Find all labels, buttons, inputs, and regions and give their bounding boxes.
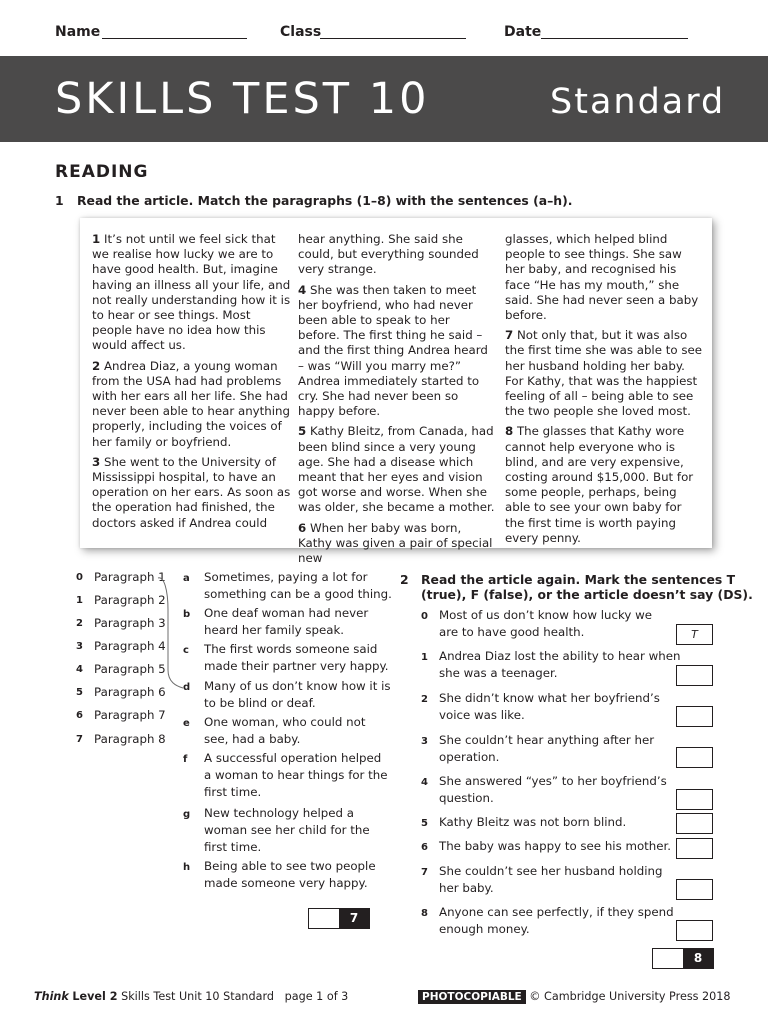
- paragraph-number: 1: [92, 232, 101, 246]
- sentence-line[interactable]: Many of us don’t know how it is: [204, 679, 391, 693]
- sentence-letter: h: [183, 862, 191, 873]
- sentence-letter: b: [183, 609, 191, 620]
- article-paragraph: 5 Kathy Bleitz, from Canada, had been blind since a very young age. She had a disease which meant that her eyes and vision got worse and worse. When she was older, she became a mother.: [298, 424, 495, 515]
- paragraph-number: 4: [298, 282, 307, 297]
- item-number: 0: [76, 572, 83, 583]
- name-label: Name: [55, 24, 101, 40]
- paragraph-option[interactable]: Paragraph 4: [94, 639, 166, 653]
- sentence-line[interactable]: something can be a good thing.: [204, 587, 392, 601]
- sentence-line[interactable]: One woman, who could not: [204, 715, 366, 729]
- sentence-line[interactable]: see, had a baby.: [204, 732, 301, 746]
- answer-box[interactable]: [676, 920, 713, 941]
- article-paragraph: 7 Not only that, but it was also the first time she was able to see her husband holding her baby. For Kathy, that was the happiest feeling of all – being able to see the two people she loved most.: [505, 328, 702, 419]
- question-line: operation.: [439, 750, 500, 764]
- paragraph-option[interactable]: Paragraph 1: [94, 570, 166, 584]
- sentence-line[interactable]: woman see her child for the: [204, 823, 370, 837]
- task2-score-box[interactable]: [652, 948, 714, 969]
- copyright-text: © Cambridge University Press 2018: [529, 990, 731, 1003]
- task2-score-total: 8: [683, 949, 713, 968]
- task1-score-box[interactable]: [308, 908, 370, 929]
- task2-instruction-line: (true), F (false), or the article doesn’t say (DS).: [421, 587, 753, 602]
- question-line: she was a teenager.: [439, 666, 558, 680]
- question-number: 0: [421, 611, 428, 622]
- paragraph-option[interactable]: Paragraph 3: [94, 616, 166, 630]
- question-line: She didn’t know what her boyfriend’s: [439, 691, 660, 705]
- answer-box[interactable]: [676, 838, 713, 859]
- sentence-line[interactable]: heard her family speak.: [204, 623, 345, 637]
- answer-box[interactable]: [676, 879, 713, 900]
- class-label: Class: [280, 24, 322, 40]
- sentence-line[interactable]: a woman to hear things for the: [204, 768, 388, 782]
- item-number: 5: [76, 687, 83, 698]
- article-paragraph: 8 The glasses that Kathy wore cannot help everyone who is blind, and are very expensive, costing around $15,000. But for some people, perhaps, being able to see your own baby for the first time is worth paying every penny.: [505, 424, 694, 545]
- page-info: page 1 of 3: [284, 990, 349, 1003]
- answer-box[interactable]: [676, 665, 713, 686]
- task1-score-total: 7: [339, 909, 369, 928]
- example-match-line: [150, 570, 195, 695]
- paragraph-number: 6: [298, 520, 307, 535]
- paragraph-option[interactable]: Paragraph 5: [94, 662, 166, 676]
- book-title: Think: [34, 990, 69, 1003]
- question-number: 2: [421, 694, 428, 705]
- question-number: 6: [421, 842, 428, 853]
- section-title: READING: [55, 162, 149, 182]
- question-line: her baby.: [439, 881, 494, 895]
- item-number: 6: [76, 710, 83, 721]
- sentence-line[interactable]: first time.: [204, 840, 262, 854]
- question-number: 8: [421, 908, 428, 919]
- unit-info: Skills Test Unit 10 Standard: [121, 990, 274, 1003]
- article-column-1: [92, 232, 292, 536]
- item-number: 2: [76, 618, 83, 629]
- sentence-line[interactable]: A successful operation helped: [204, 751, 382, 765]
- paragraph-option[interactable]: Paragraph 2: [94, 593, 166, 607]
- question-number: 7: [421, 867, 428, 878]
- sentence-letter: e: [183, 718, 190, 729]
- paragraph-number: 7: [505, 328, 514, 343]
- sentence-line[interactable]: Sometimes, paying a lot for: [204, 570, 368, 584]
- item-number: 3: [76, 641, 83, 652]
- sentence-letter: a: [183, 573, 190, 584]
- question-line: voice was like.: [439, 708, 525, 722]
- article-paragraph: 1 It’s not until we feel sick that we realise how lucky we are to have good health. But, imagine having an illness all your life, and not really understanding how it is to hear or see things. Most people have no idea how this would affect us.: [92, 232, 291, 353]
- task2-instruction-line: Read the article again. Mark the sentences T: [421, 572, 736, 587]
- photocopiable-badge: PHOTOCOPIABLE: [418, 990, 526, 1004]
- item-number: 1: [76, 595, 83, 606]
- question-line: are to have good health.: [439, 625, 585, 639]
- answer-box[interactable]: T: [676, 624, 713, 645]
- paragraph-option[interactable]: Paragraph 6: [94, 685, 166, 699]
- task2-number: 2: [400, 572, 409, 587]
- question-line: She couldn’t hear anything after her: [439, 733, 655, 747]
- footer-info: [34, 990, 348, 1003]
- sentence-line[interactable]: The first words someone said: [204, 642, 378, 656]
- task1-instruction: Read the article. Match the paragraphs (1–8) with the sentences (a–h).: [77, 193, 573, 208]
- question-line: She couldn’t see her husband holding: [439, 864, 663, 878]
- article-paragraph: 3 She went to the University of Mississippi hospital, to have an operation on her ears. As soon as the operation had finished, the doctors asked if Andrea could: [92, 454, 291, 530]
- sentence-letter: c: [183, 645, 189, 656]
- sentence-line[interactable]: New technology helped a: [204, 806, 354, 820]
- question-number: 3: [421, 736, 428, 747]
- sentence-line[interactable]: made their partner very happy.: [204, 659, 389, 673]
- article-paragraph: 6 When her baby was born, Kathy was given a pair of special new: [298, 520, 493, 566]
- article-paragraph: 4 She was then taken to meet her boyfriend, who had never been able to speak to her before. The first thing he said – and the first thing Andrea heard – was “Will you marry me?” Andrea immediately started to cry. She had never been so happy before.: [298, 282, 488, 419]
- paragraph-option[interactable]: Paragraph 8: [94, 732, 166, 746]
- name-field[interactable]: [102, 38, 247, 39]
- paragraph-option[interactable]: Paragraph 7: [94, 708, 166, 722]
- date-field[interactable]: [541, 38, 688, 39]
- sentence-letter: g: [183, 809, 191, 820]
- sentence-letter: f: [183, 754, 188, 765]
- paragraph-number: 2: [92, 358, 101, 373]
- question-line: enough money.: [439, 922, 530, 936]
- paragraph-number: 3: [92, 454, 101, 469]
- class-field[interactable]: [320, 38, 466, 39]
- paragraph-number: 8: [505, 424, 514, 439]
- question-line: Anyone can see perfectly, if they spend: [439, 905, 674, 919]
- sentence-line[interactable]: made someone very happy.: [204, 876, 368, 890]
- question-line: question.: [439, 791, 494, 805]
- test-level: Standard: [550, 82, 726, 122]
- task1-number: 1: [55, 193, 64, 208]
- answer-box[interactable]: [676, 813, 713, 834]
- question-number: 4: [421, 777, 428, 788]
- question-line: Most of us don’t know how lucky we: [439, 608, 653, 622]
- sentence-line[interactable]: Being able to see two people: [204, 859, 376, 873]
- question-number: 5: [421, 818, 428, 829]
- article-column-2: [298, 232, 495, 571]
- item-number: 4: [76, 664, 83, 675]
- sentence-line[interactable]: One deaf woman had never: [204, 606, 369, 620]
- question-line: She answered “yes” to her boyfriend’s: [439, 774, 667, 788]
- test-title: SKILLS TEST 10: [55, 74, 430, 124]
- answer-box[interactable]: [676, 747, 713, 768]
- sentence-letter: d: [183, 682, 191, 693]
- question-line: The baby was happy to see his mother.: [439, 839, 672, 853]
- paragraph-number: 5: [298, 424, 307, 439]
- article-column-3: [505, 232, 703, 551]
- article-paragraph: glasses, which helped blind people to see things. She saw her baby, and recognised his face “He has my mouth,” she said. She had never seen a baby before.: [505, 232, 699, 323]
- sentence-line[interactable]: first time.: [204, 785, 262, 799]
- footer-copyright: [418, 990, 731, 1003]
- question-line: Andrea Diaz lost the ability to hear when: [439, 649, 681, 663]
- date-label: Date: [504, 24, 542, 40]
- answer-box[interactable]: [676, 789, 713, 810]
- book-level: Level 2: [72, 990, 118, 1003]
- article-paragraph: 2 Andrea Diaz, a young woman from the USA had had problems with her ears all her life. She had never been able to hear anything properly, including the voices of her family or boyfriend.: [92, 358, 290, 449]
- answer-box[interactable]: [676, 706, 713, 727]
- question-line: Kathy Bleitz was not born blind.: [439, 815, 627, 829]
- question-number: 1: [421, 652, 428, 663]
- item-number: 7: [76, 734, 83, 745]
- sentence-line[interactable]: to be blind or deaf.: [204, 696, 316, 710]
- article-paragraph: hear anything. She said she could, but everything sounded very strange.: [298, 232, 479, 277]
